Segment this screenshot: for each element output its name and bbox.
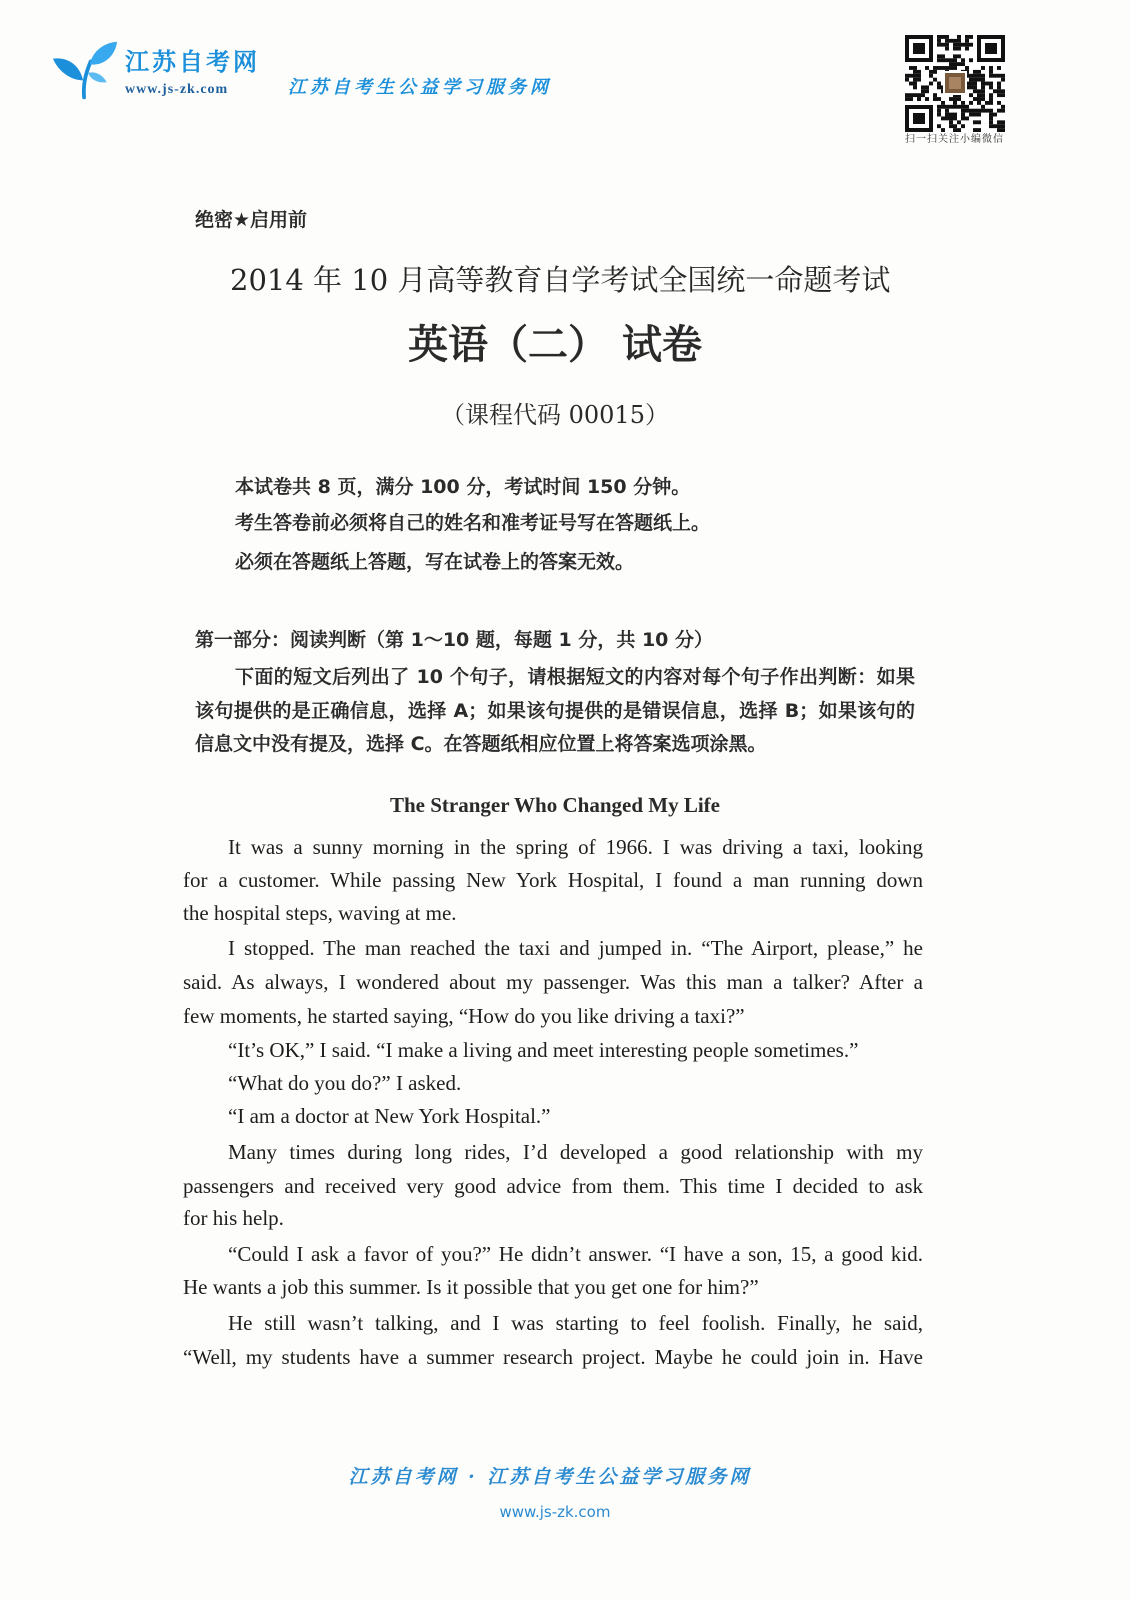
site-name: 江苏自考网 xyxy=(125,48,260,76)
instruction-line: 信息文中没有提及，选择 C。在答题纸相应位置上将答案选项涂黑。 xyxy=(195,733,767,755)
passage-line: the hospital steps, waving at me. xyxy=(183,901,457,925)
exam-title: 2014 年 10 月高等教育自学考试全国统一命题考试 xyxy=(230,263,891,297)
exam-subject: 英语（二） 试卷 xyxy=(408,321,702,368)
passage-line: “What do you do?” I asked. xyxy=(228,1071,462,1095)
passage-line: I stopped. The man reached the taxi and jumped in. “The Airport, please,” he xyxy=(228,936,923,960)
passage-line: “Could I ask a favor of you?” He didn’t answer. “I have a son, 15, a good kid. xyxy=(228,1242,923,1266)
sprout-icon xyxy=(52,40,118,100)
exam-note: 考生答卷前必须将自己的姓名和准考证号写在答题纸上。 xyxy=(235,512,711,534)
passage-line: passengers and received very good advice from them. This time I decided to ask xyxy=(183,1174,923,1198)
passage-title: The Stranger Who Changed My Life xyxy=(390,793,720,817)
passage-line: “It’s OK,” I said. “I make a living and meet interesting people sometimes.” xyxy=(228,1038,859,1062)
passage-line: “Well, my students have a summer research project. Maybe he could join in. Have xyxy=(183,1345,923,1369)
passage-line: few moments, he started saying, “How do you like driving a taxi?” xyxy=(183,1004,745,1028)
exam-note: 本试卷共 8 页，满分 100 分，考试时间 150 分钟。 xyxy=(235,476,691,498)
passage-line: for a customer. While passing New York Hospital, I found a man running down xyxy=(183,868,923,892)
exam-note: 必须在答题纸上答题，写在试卷上的答案无效。 xyxy=(235,551,635,573)
footer-url: www.js-zk.com xyxy=(499,1503,611,1521)
passage-line: He still wasn’t talking, and I was starting to feel foolish. Finally, he said, xyxy=(228,1311,923,1335)
qr-caption: 扫一扫关注小编微信 xyxy=(905,134,1004,145)
passage-line: for his help. xyxy=(183,1206,284,1230)
passage-line: He wants a job this summer. Is it possible that you get one for him?” xyxy=(183,1275,759,1299)
site-url: www.js-zk.com xyxy=(125,82,229,97)
passage-line: Many times during long rides, I’d developed a good relationship with my xyxy=(228,1140,923,1164)
qr-code-icon xyxy=(905,35,1005,132)
passage-line: “I am a doctor at New York Hospital.” xyxy=(228,1104,551,1128)
instruction-line: 该句提供的是正确信息，选择 A；如果该句提供的是错误信息，选择 B；如果该句的 xyxy=(195,700,915,722)
course-code: （课程代码 00015） xyxy=(441,401,669,429)
footer-slogan: 江苏自考网 · 江苏自考生公益学习服务网 xyxy=(348,1466,752,1488)
site-slogan: 江苏自考生公益学习服务网 xyxy=(288,77,552,98)
passage-line: said. As always, I wondered about my passenger. Was this man a talker? After a xyxy=(183,970,923,994)
instruction-line: 下面的短文后列出了 10 个句子，请根据短文的内容对每个句子作出判断：如果 xyxy=(235,666,915,688)
part-heading: 第一部分：阅读判断（第 1～10 题，每题 1 分，共 10 分） xyxy=(195,629,714,651)
confidential-mark: 绝密★启用前 xyxy=(195,209,308,231)
passage-line: It was a sunny morning in the spring of 1966. I was driving a taxi, looking xyxy=(228,835,923,859)
